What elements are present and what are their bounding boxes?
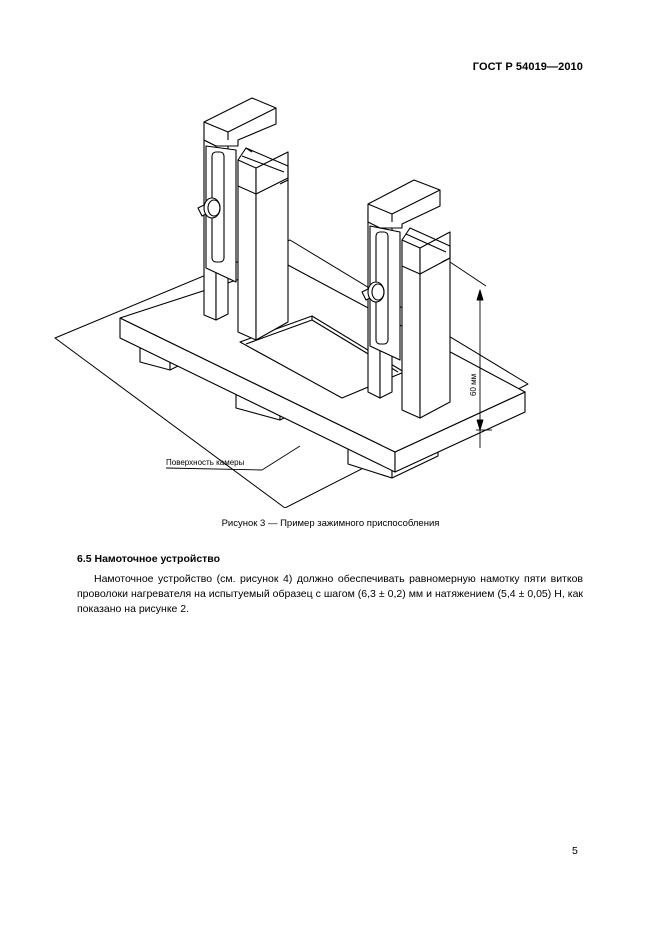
page-number: 5 (572, 845, 578, 857)
figure-caption: Рисунок 3 — Пример зажимного приспособления (221, 518, 440, 529)
standard-code: ГОСТ Р 54019—2010 (472, 61, 583, 73)
section-heading: 6.5 Намоточное устройство (77, 553, 221, 565)
section-paragraph (77, 572, 583, 617)
dimension-label: 60 мм (469, 373, 478, 396)
section-paragraph-text: Намоточное устройство (см. рисунок 4) должно обеспечивать равномерную намотку пяти витков проволоки нагревателя на испытуемый образец с шагом (6,3 ± 0,2) мм и натяжением (5,4 ± 0,05) Н, как показано на рисунке 2. (77, 573, 583, 615)
left-upright (198, 98, 288, 340)
clamping-fixture-figure (40, 88, 540, 508)
surface-label: Поверхность камеры (166, 458, 245, 467)
right-upright (362, 180, 450, 418)
